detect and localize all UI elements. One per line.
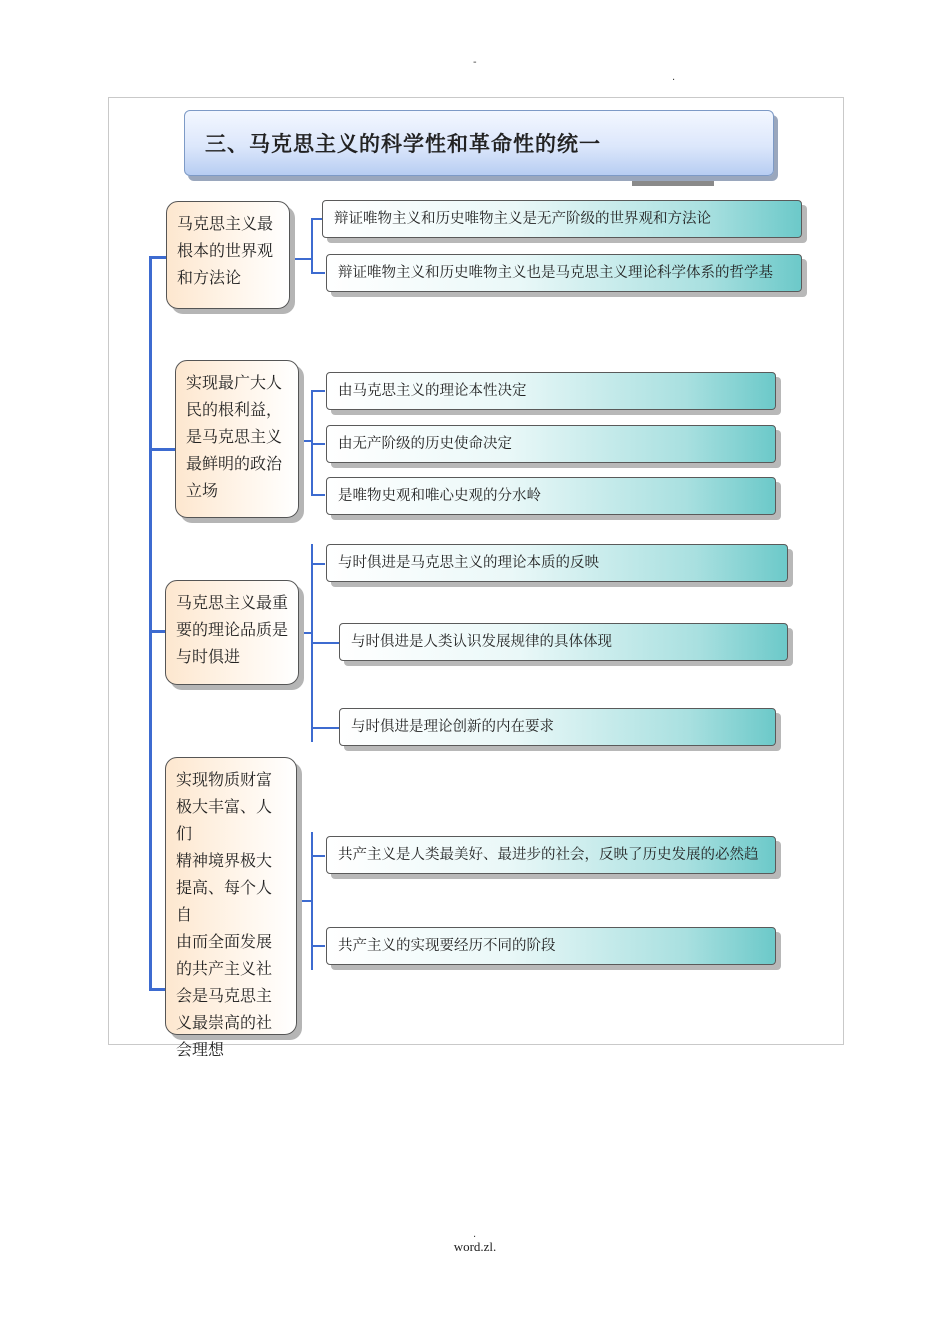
header-mark-right: .	[672, 72, 676, 83]
item-political-2: 由无产阶级的历史使命决定	[326, 425, 776, 463]
header-mark-left: -	[473, 57, 477, 68]
branch-4-vertical	[311, 832, 313, 970]
spine-link-1	[149, 256, 167, 259]
item-worldview-1: 辩证唯物主义和历史唯物主义是无产阶级的世界观和方法论	[322, 200, 802, 238]
category-theoretical-quality: 马克思主义最重 要的理论品质是 与时俱进	[165, 580, 299, 685]
spine-link-3	[149, 630, 165, 633]
branch-3-to-item-3	[311, 727, 339, 729]
branch-1-to-item-2	[311, 272, 325, 274]
spine-link-4	[149, 988, 165, 991]
branch-3-to-item-2	[311, 642, 339, 644]
branch-4-to-item-2	[311, 945, 325, 947]
branch-2-to-item-1	[311, 390, 325, 392]
category-social-ideal: 实现物质财富 极大丰富、人们 精神境界极大 提高、每个人自 由而全面发展 的共产主义社 会是马克思主 义最崇高的社 会理想	[165, 757, 297, 1035]
spine-link-2	[149, 448, 175, 451]
branch-2-stub	[298, 440, 312, 442]
category-worldview: 马克思主义最 根本的世界观 和方法论	[166, 201, 290, 309]
item-ideal-1: 共产主义是人类最美好、最进步的社会，反映了历史发展的必然趋	[326, 836, 776, 874]
branch-3-to-item-1	[311, 563, 325, 565]
title-bar	[184, 110, 774, 176]
item-political-1: 由马克思主义的理论本性决定	[326, 372, 776, 410]
item-worldview-2: 辩证唯物主义和历史唯物主义也是马克思主义理论科学体系的哲学基	[326, 254, 802, 292]
branch-2-to-item-3	[311, 494, 325, 496]
branch-1-vertical	[311, 218, 313, 274]
branch-1-stub	[290, 258, 312, 260]
branch-4-to-item-1	[311, 855, 325, 857]
title-shadow	[632, 176, 714, 186]
item-quality-2: 与时俱进是人类认识发展规律的具体体现	[339, 623, 788, 661]
diagram-title: 三、马克思主义的科学性和革命性的统一	[205, 131, 601, 156]
item-quality-1: 与时俱进是马克思主义的理论本质的反映	[326, 544, 788, 582]
footer-mark: .	[473, 1229, 477, 1240]
branch-2-to-item-2	[311, 443, 325, 445]
page-footer: word.zl.	[453, 1239, 497, 1254]
branch-4-stub	[298, 900, 312, 902]
main-spine	[149, 258, 152, 990]
category-political-stance: 实现最广大人 民的根利益， 是马克思主义 最鲜明的政治 立场	[175, 360, 299, 518]
branch-3-stub	[298, 632, 312, 634]
item-political-3: 是唯物史观和唯心史观的分水岭	[326, 477, 776, 515]
item-quality-3: 与时俱进是理论创新的内在要求	[339, 708, 776, 746]
item-ideal-2: 共产主义的实现要经历不同的阶段	[326, 927, 776, 965]
